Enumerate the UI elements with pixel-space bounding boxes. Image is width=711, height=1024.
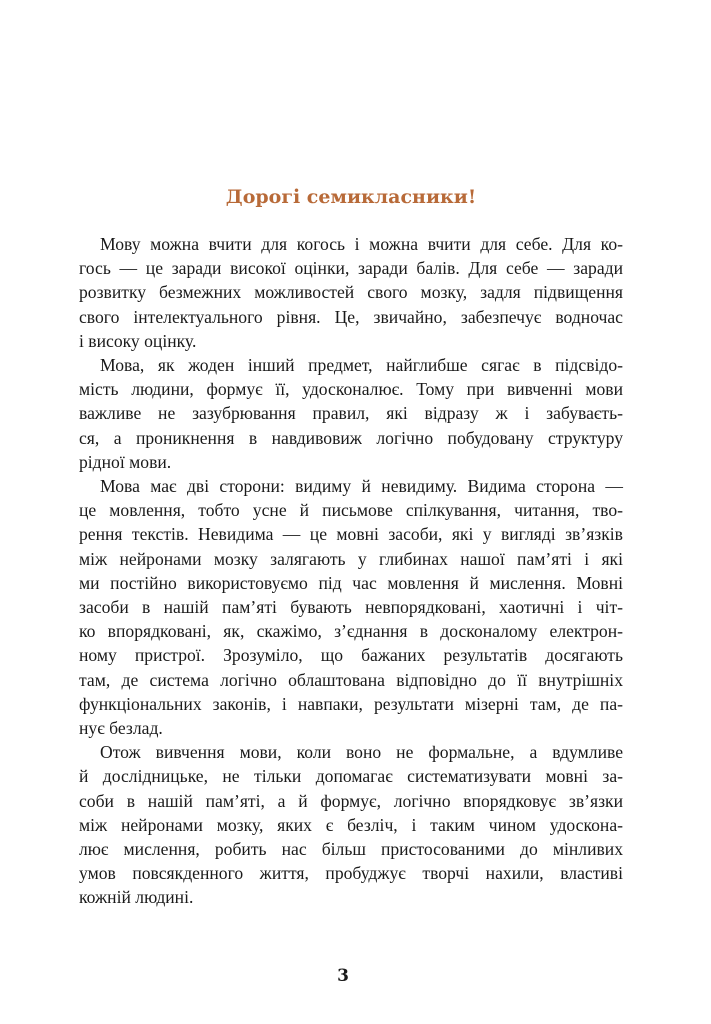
page xyxy=(79,0,623,1024)
text-line: й дослідницьке, не тільки допомагає систематизувати мовні за- xyxy=(79,766,623,787)
paragraph-2 xyxy=(79,353,623,474)
text-line: ми постійно використовуємо під час мовлення й мислення. Мовні xyxy=(79,572,623,593)
paragraph-1 xyxy=(79,232,623,353)
text-line: мість людини, формує її, удосконалює. Тому при вивченні мови xyxy=(79,379,623,400)
text-line: це мовлення, тобто усне й письмове спілкування, читання, тво- xyxy=(79,500,623,521)
text-line: Мову можна вчити для когось і можна вчити для себе. Для ко- xyxy=(100,234,623,254)
text-line: лює мислення, робить нас більш пристосованими до мінливих xyxy=(79,839,623,860)
page-heading: Дорогі семикласники! xyxy=(225,186,477,208)
paragraph-4 xyxy=(79,740,623,909)
text-line: кожній людині. xyxy=(79,887,194,908)
text-line: рення текстів. Невидима — це мовні засоби, які у вигляді зв’язків xyxy=(79,524,623,545)
text-line: умов повсякденного життя, пробуджує творчі нахили, властиві xyxy=(79,863,623,884)
text-line: ному пристрої. Зрозуміло, що бажаних результатів досягають xyxy=(79,645,623,666)
text-line: розвитку безмежних можливостей свого мозку, задля підвищення xyxy=(79,282,623,303)
text-line: і високу оцінку. xyxy=(79,330,197,351)
text-line: там, де система логічно облаштована відповідно до її внутрішніх xyxy=(79,669,623,690)
text-line: функціональних законів, і навпаки, результати мізерні там, де па- xyxy=(79,693,623,714)
text-line: важливе не зазубрювання правил, які відразу ж і забуваєть- xyxy=(79,403,623,424)
text-line: Мова має дві сторони: видиму й невидиму. Видима сторона — xyxy=(100,476,623,497)
page-number: 3 xyxy=(337,966,349,986)
text-line: Мова, як жоден інший предмет, найглибше сягає в підсвідо- xyxy=(100,355,623,376)
text-line: соби в нашій пам’яті, а й формує, логічно впорядковує зв’язки xyxy=(79,790,623,811)
text-line: рідної мови. xyxy=(79,451,172,472)
text-line: ся, а проникнення в навдивовиж логічно побудовану структуру xyxy=(79,427,623,448)
text-line: Отож вивчення мови, коли воно не формальне, а вдумливе xyxy=(100,742,623,763)
paragraph-3 xyxy=(79,474,623,740)
text-line: нує безлад. xyxy=(79,718,163,739)
body-text xyxy=(79,232,623,910)
text-line: між нейронами мозку, яких є безліч, і таким чином удоскона- xyxy=(79,814,623,835)
text-line: між нейронами мозку залягають у глибинах нашої пам’яті і які xyxy=(79,548,623,569)
text-line: засоби в нашій пам’яті бувають невпорядковані, хаотичні і чіт- xyxy=(79,597,623,618)
text-line: свого інтелектуального рівня. Це, звичайно, забезпечує водночас xyxy=(79,306,623,327)
text-line: ко впорядковані, як, скажімо, з’єднання в досконалому електрон- xyxy=(79,621,623,642)
text-line: гось — це заради високої оцінки, заради балів. Для себе — заради xyxy=(79,258,623,279)
